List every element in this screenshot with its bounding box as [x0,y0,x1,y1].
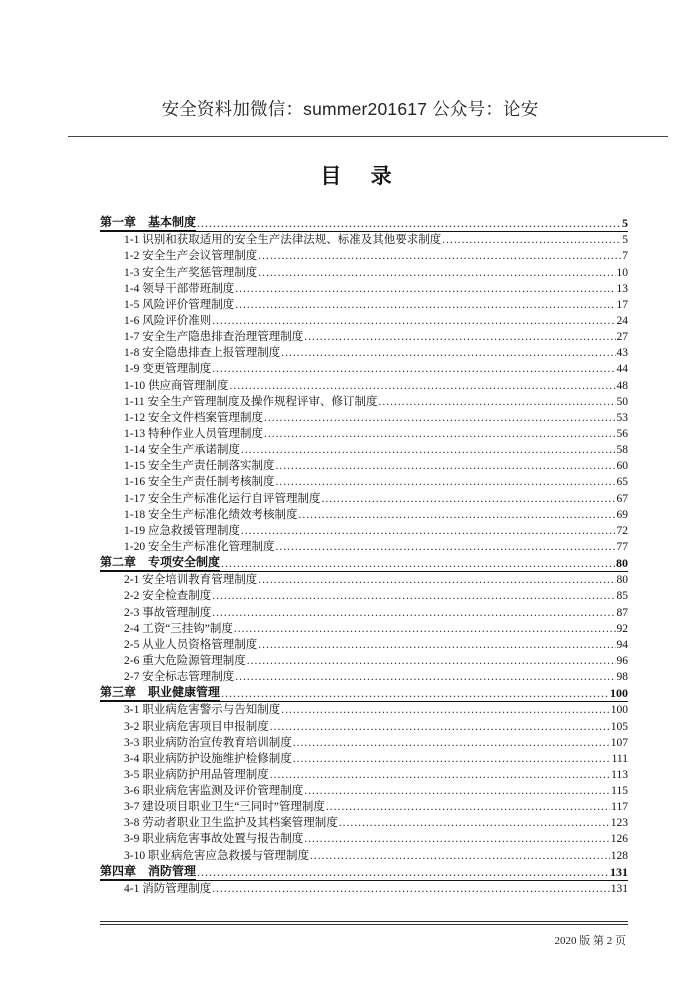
toc-entry-page-number: 126 [610,833,628,846]
dot-leader [304,783,610,799]
toc-entry[interactable] [100,264,628,280]
page-header-text: 安全资料加微信：summer201617 公众号：论安 [161,99,539,119]
dot-leader [264,426,616,442]
toc-entry-label: 1-15 安全生产责任制落实制度 [124,460,275,473]
toc-entry-page-number: 98 [616,671,628,684]
dot-leader [321,491,615,507]
toc-entry[interactable] [100,735,628,751]
toc-entry-page-number: 58 [616,444,628,457]
dot-leader [379,394,616,410]
toc-entry-label: 4-1 消防管理制度 [124,882,212,895]
dot-leader [212,313,615,329]
dot-leader [221,555,615,571]
toc-entry[interactable] [100,572,628,588]
toc-entry[interactable] [100,783,628,799]
toc-chapter-entry[interactable] [100,215,628,232]
dot-leader [247,653,616,669]
dot-leader [235,281,615,297]
dot-leader [229,378,615,394]
toc-entry-label: 2-6 重大危险源管理制度 [124,654,246,667]
toc-entry-page-number: 5 [622,216,628,231]
toc-entry-page-number: 128 [610,849,628,862]
dot-leader [281,702,610,718]
toc-entry[interactable] [100,669,628,685]
toc-entry[interactable] [100,523,628,539]
toc-entry[interactable] [100,847,628,863]
toc-chapter-entry[interactable] [100,864,628,881]
toc-entry-page-number: 72 [616,524,628,537]
dot-leader [235,669,615,685]
toc-entry[interactable] [100,361,628,377]
toc-entry[interactable] [100,718,628,734]
toc-entry[interactable] [100,815,628,831]
toc-entry-label: 3-5 职业病防护用品管理制度 [124,768,269,781]
dot-leader [221,685,609,701]
toc-entry[interactable] [100,831,628,847]
toc-entry[interactable] [100,232,628,248]
dot-leader [241,523,616,539]
toc-entry-page-number: 7 [622,250,628,263]
toc-entry-label: 第二章 专项安全制度 [100,555,221,570]
header-divider [68,136,668,137]
dot-leader [212,361,615,377]
toc-entry-label: 3-8 劳动者职业卫生监护及其档案管理制度 [124,817,338,830]
toc-entry-page-number: 60 [616,460,628,473]
toc-entry-page-number: 113 [611,768,628,781]
dot-leader [270,719,610,735]
toc-entry[interactable] [100,313,628,329]
footer-divider [100,921,628,922]
dot-leader [281,345,615,361]
toc-entry-label: 3-1 职业病危害警示与告知制度 [124,704,281,717]
toc-entry-label: 3-10 职业病危害应急救援与管理制度 [124,849,309,862]
dot-leader [270,767,610,783]
toc-entry-page-number: 94 [616,638,628,651]
toc-entry-page-number: 17 [616,298,628,311]
toc-entry-label: 3-7 建设项目职业卫生“三同时”管理制度 [124,801,325,814]
toc-entry[interactable] [100,539,628,555]
toc-entry-label: 2-7 安全标志管理制度 [124,671,235,684]
dot-leader [258,248,621,264]
toc-entry-page-number: 27 [616,331,628,344]
toc-entry-label: 1-7 安全生产隐患排查治理管理制度 [124,331,304,344]
toc-entry-page-number: 56 [616,427,628,440]
toc-entry-label: 1-1 识别和获取适用的安全生产法律法规、标准及其他要求制度 [124,234,442,247]
dot-leader [212,605,615,621]
toc-entry-label: 1-14 安全生产承诺制度 [124,444,240,457]
toc-entry[interactable] [100,394,628,410]
toc-entry-label: 1-11 安全生产管理制度及操作规程评审、修订制度 [124,395,378,408]
toc-entry-page-number: 65 [616,476,628,489]
toc-entry[interactable] [100,474,628,490]
toc-entry[interactable] [100,588,628,604]
toc-entry-page-number: 100 [610,686,628,701]
toc-entry-label: 1-6 风险评价准则 [124,314,212,327]
toc-entry-page-number: 115 [611,785,628,798]
toc-entry[interactable] [100,604,628,620]
toc-entry-page-number: 85 [616,590,628,603]
dot-leader [298,507,615,523]
toc-entry-page-number: 53 [616,411,628,424]
toc-entry-label: 1-20 安全生产标准化管理制度 [124,540,275,553]
toc-entry-label: 1-8 安全隐患排查上报管理制度 [124,347,281,360]
toc-entry-page-number: 67 [616,492,628,505]
toc-entry-page-number: 24 [616,314,628,327]
toc-entry-page-number: 5 [622,234,628,247]
toc-entry[interactable] [100,426,628,442]
toc-entry-label: 1-12 安全文件档案管理制度 [124,411,263,424]
toc-entry[interactable] [100,653,628,669]
dot-leader [197,215,621,231]
toc-entry[interactable] [100,799,628,815]
toc-entry-page-number: 77 [616,540,628,553]
toc-entry-page-number: 92 [616,622,628,635]
dot-leader [197,864,609,880]
toc-entry-page-number: 100 [610,704,628,717]
toc-entry-label: 1-18 安全生产标准化绩效考核制度 [124,508,298,521]
toc-entry-page-number: 10 [616,266,628,279]
toc-chapter-entry[interactable] [100,685,628,702]
toc-entry-page-number: 131 [610,864,628,879]
dot-leader [339,815,610,831]
toc-entry-page-number: 80 [616,556,628,571]
dot-leader [442,232,621,248]
toc-entry-label: 3-9 职业病危害事故处置与报告制度 [124,833,304,846]
toc-entry[interactable] [100,507,628,523]
toc-entry-page-number: 107 [610,736,628,749]
toc-entry-label: 2-3 事故管理制度 [124,606,212,619]
toc-entry[interactable] [100,248,628,264]
toc-entry-page-number: 48 [616,379,628,392]
toc-entry-label: 第一章 基本制度 [100,215,197,230]
dot-leader [241,442,616,458]
toc-entry[interactable] [100,377,628,393]
dot-leader [326,799,610,815]
dot-leader [293,751,611,767]
dot-leader [212,881,610,897]
toc-entry-label: 2-4 工资“三挂钩”制度 [124,622,233,635]
dot-leader [275,458,615,474]
toc-entry-label: 1-16 安全生产责任制考核制度 [124,476,275,489]
toc-entry-page-number: 111 [611,752,628,765]
toc-entry-page-number: 105 [610,720,628,733]
toc-entry[interactable] [100,458,628,474]
toc-entry-page-number: 117 [611,801,628,814]
toc-entry[interactable] [100,329,628,345]
toc-entry-page-number: 69 [616,508,628,521]
toc-entry-page-number: 131 [610,882,628,895]
toc-entry-page-number: 80 [616,574,628,587]
dot-leader [310,848,610,864]
dot-leader [293,735,610,751]
toc-entry[interactable] [100,751,628,767]
toc-entry[interactable] [100,490,628,506]
dot-leader [258,265,615,281]
dot-leader [212,588,615,604]
toc-entry-label: 1-10 供应商管理制度 [124,379,229,392]
dot-leader [235,297,615,313]
toc-title: 目 录 [320,164,404,188]
dot-leader [304,329,615,345]
toc-entry-label: 2-5 从业人员资格管理制度 [124,638,258,651]
toc-entry[interactable] [100,442,628,458]
footer-divider-secondary [100,924,628,925]
toc-entry-label: 3-6 职业病危害监测及评价管理制度 [124,785,304,798]
toc-entry-label: 1-5 风险评价管理制度 [124,298,235,311]
toc-entry-page-number: 123 [610,817,628,830]
toc-entry[interactable] [100,702,628,718]
toc-entry[interactable] [100,297,628,313]
toc-entry[interactable] [100,410,628,426]
table-of-contents [100,215,628,897]
toc-entry-page-number: 44 [616,363,628,376]
toc-entry[interactable] [100,621,628,637]
toc-entry-label: 1-13 特种作业人员管理制度 [124,427,263,440]
toc-entry-label: 第三章 职业健康管理 [100,685,221,700]
dot-leader [258,572,615,588]
dot-leader [234,621,616,637]
toc-entry-label: 3-4 职业病防护设施维护检修制度 [124,752,292,765]
toc-entry-label: 1-9 变更管理制度 [124,363,212,376]
dot-leader [264,410,616,426]
toc-entry-label: 1-4 领导干部带班制度 [124,282,235,295]
toc-entry[interactable] [100,767,628,783]
dot-leader [258,637,615,653]
dot-leader [275,539,615,555]
toc-entry-page-number: 87 [616,606,628,619]
dot-leader [275,474,615,490]
toc-chapter-entry[interactable] [100,555,628,572]
toc-entry-label: 1-17 安全生产标准化运行自评管理制度 [124,492,321,505]
toc-entry-page-number: 96 [616,654,628,667]
toc-entry-label: 3-3 职业病防治宣传教育培训制度 [124,736,292,749]
dot-leader [304,831,610,847]
toc-entry-label: 1-3 安全生产奖惩管理制度 [124,266,258,279]
toc-entry-label: 1-19 应急救援管理制度 [124,524,240,537]
toc-entry-label: 第四章 消防管理 [100,863,197,878]
toc-entry[interactable] [100,637,628,653]
toc-entry-page-number: 50 [616,395,628,408]
page-footer-text: 2020 版 第 2 页 [554,935,626,947]
toc-entry-label: 1-2 安全生产会议管理制度 [124,250,258,263]
toc-entry-label: 2-2 安全检查制度 [124,590,212,603]
toc-entry[interactable] [100,345,628,361]
toc-entry[interactable] [100,281,628,297]
toc-entry-page-number: 43 [616,347,628,360]
toc-entry-page-number: 13 [616,282,628,295]
toc-entry[interactable] [100,881,628,897]
toc-entry-label: 3-2 职业病危害项目申报制度 [124,720,269,733]
toc-entry-label: 2-1 安全培训教育管理制度 [124,574,258,587]
